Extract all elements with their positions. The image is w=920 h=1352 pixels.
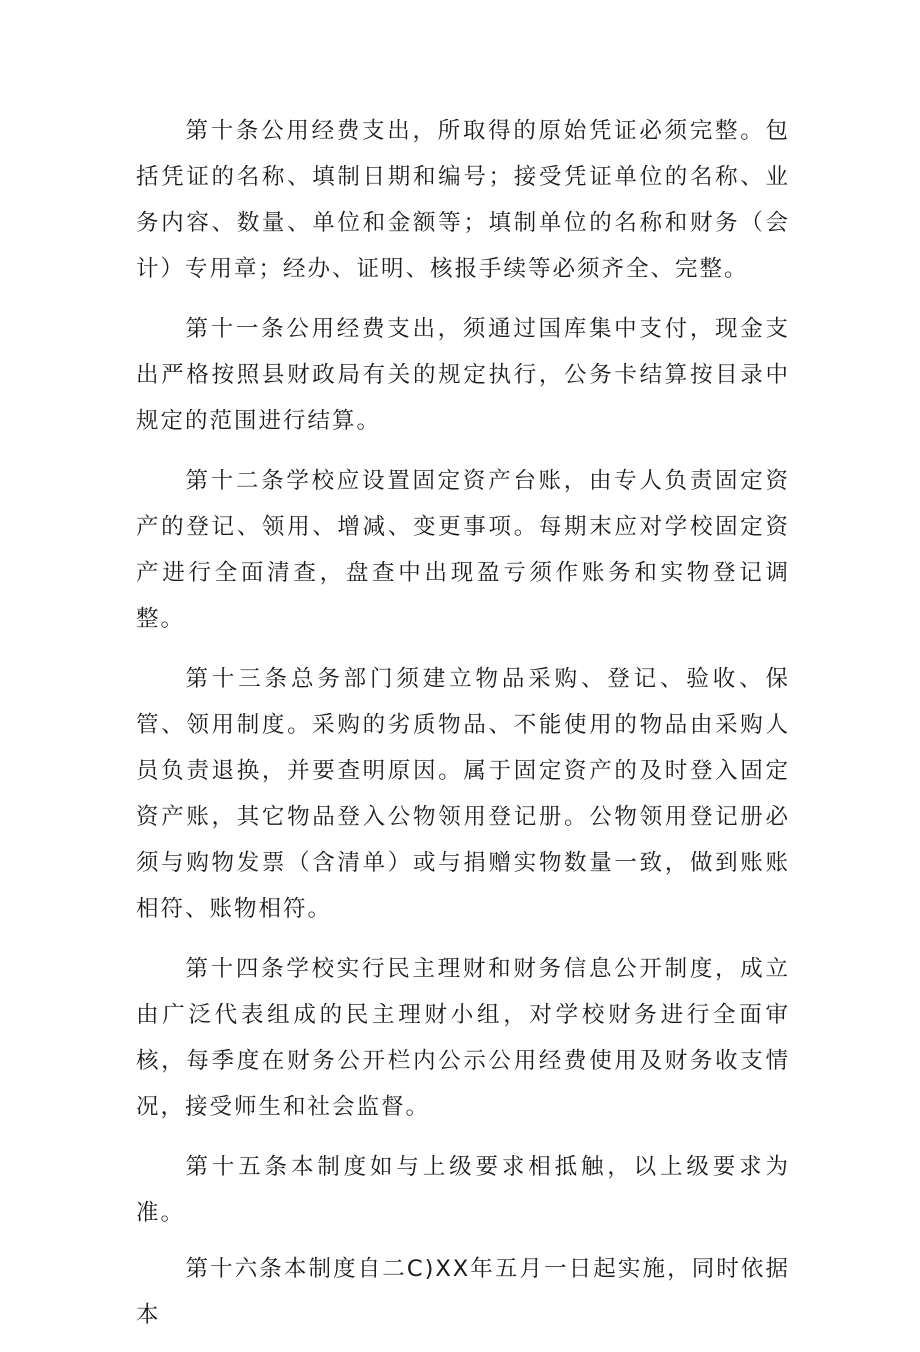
document-body: [136, 108, 790, 1352]
article-10-paragraph: 第十条公用经费支出，所取得的原始凭证必须完整。包括凭证的名称、填制日期和编号；接受凭证单位的名称、业务内容、数量、单位和金额等；填制单位的名称和财务（会计）专用章；经办、证明、核报手续等必须齐全、完整。: [136, 118, 790, 282]
article-15-paragraph: 第十五条本制度如与上级要求相抵触，以上级要求为准。: [136, 1154, 790, 1226]
article-12-paragraph: 第十二条学校应设置固定资产台账，由专人负责固定资产的登记、领用、增减、变更事项。每期末应对学校固定资产进行全面清查，盘查中出现盈亏须作账务和实物登记调整。: [136, 468, 790, 632]
article-16-paragraph: 第十六条本制度自二C)XX年五月一日起实施，同时依据本: [136, 1256, 790, 1328]
article-11-paragraph: 第十一条公用经费支出，须通过国库集中支付，现金支出严格按照县财政局有关的规定执行，公务卡结算按目录中规定的范围进行结算。: [136, 316, 790, 434]
article-14-paragraph: 第十四条学校实行民主理财和财务信息公开制度，成立由广泛代表组成的民主理财小组，对学校财务进行全面审核，每季度在财务公开栏内公示公用经费使用及财务收支情况，接受师生和社会监督。: [136, 956, 790, 1120]
article-13-paragraph: 第十三条总务部门须建立物品采购、登记、验收、保管、领用制度。采购的劣质物品、不能使用的物品由采购人员负责退换，并要查明原因。属于固定资产的及时登入固定资产账，其它物品登入公物领用登记册。公物领用登记册必须与购物发票（含清单）或与捐赠实物数量一致，做到账账相符、账物相符。: [136, 666, 790, 922]
